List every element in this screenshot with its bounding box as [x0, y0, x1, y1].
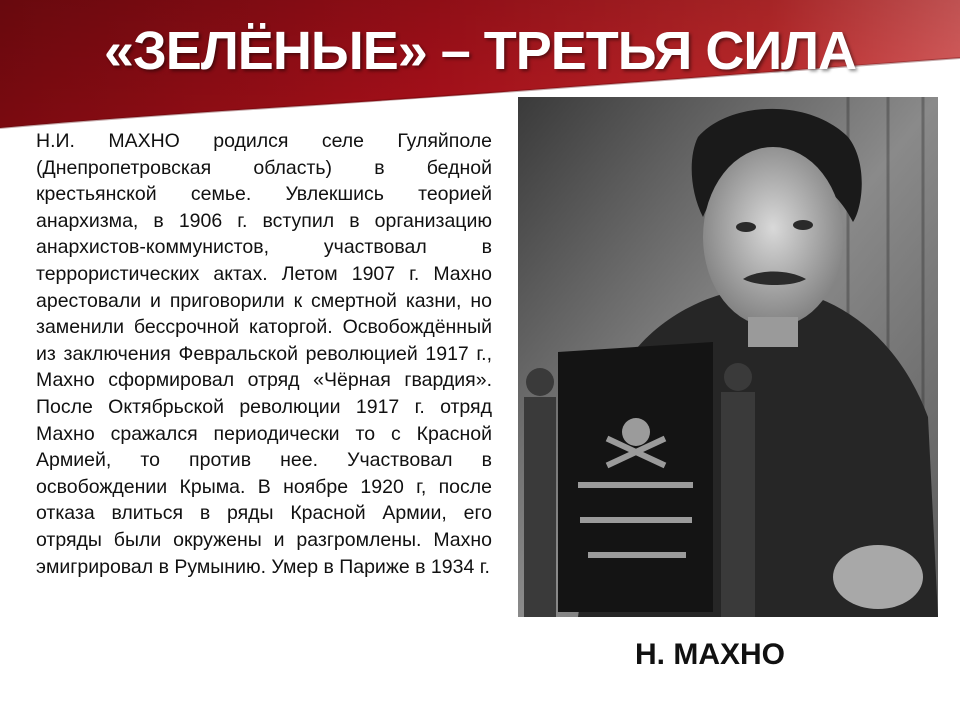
portrait-photo-graphic	[518, 97, 938, 617]
slide-title: «ЗЕЛЁНЫЕ» – ТРЕТЬЯ СИЛА	[103, 21, 857, 81]
portrait-photo	[518, 97, 938, 617]
biography-text: Н.И. МАХНО родился селе Гуляйполе (Днепропетровская область) в бедной крестьянской семье. Увлекшись теорией анархизма, в 1906 г. вступил в организацию анархистов-коммунистов, участвовал в террористических актах. Летом 1907 г. Махно арестовали и приговорили к смертной казни, но заменили бессрочной каторгой. Освобождённый из заключения Февральской революцией 1917 г., Махно сформировал отряд «Чёрная гвардия». После Октябрьской революции 1917 г. отряд Махно сражался периодически то с Красной Армией, то против нее. Участвовал в освобождении Крыма. В ноябре 1920 г, после отказа влиться в ряды Красной Армии, его отряды были окружены и разгромлены. Махно эмигрировал в Румынию. Умер в Париже в 1934 г.	[36, 130, 492, 578]
photo-caption: Н. МАХНО	[635, 638, 785, 671]
